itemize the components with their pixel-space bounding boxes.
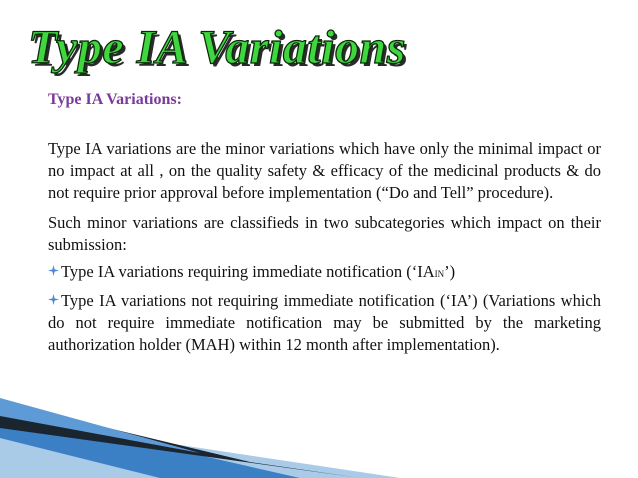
slide-title: Type IA Variations: [28, 21, 406, 74]
bullet-1-subscript: IN: [434, 269, 445, 279]
paragraph-definition: Type IA variations are the minor variations which have only the minimal impact or no impact at all , on the quality safety & efficacy of the medicinal products & do not require prior approval before implementation (“Do and Tell” procedure).: [48, 139, 601, 202]
star-bullet-icon: [48, 265, 59, 276]
bullet-1-text-end: ’): [444, 262, 456, 281]
paragraph-subcategories: Such minor variations are classifieds in two subcategories which impact on their submission:: [48, 213, 601, 254]
bullet-item-not-immediate: [48, 290, 601, 356]
bullet-item-immediate: [48, 261, 601, 285]
body-text: [48, 138, 601, 356]
decorative-ribbon: [0, 398, 638, 478]
bullet-1-text: Type IA variations requiring immediate notification (‘IA: [61, 262, 435, 281]
subheading: Type IA Variations:: [48, 91, 182, 108]
bullet-2-text: Type IA variations not requiring immediate notification (‘IA’) (Variations which do not require immediate notification may be submitted by the marketing authorization holder (MAH) within 12 month after implementation).: [48, 291, 601, 354]
star-bullet-icon: [48, 294, 59, 305]
